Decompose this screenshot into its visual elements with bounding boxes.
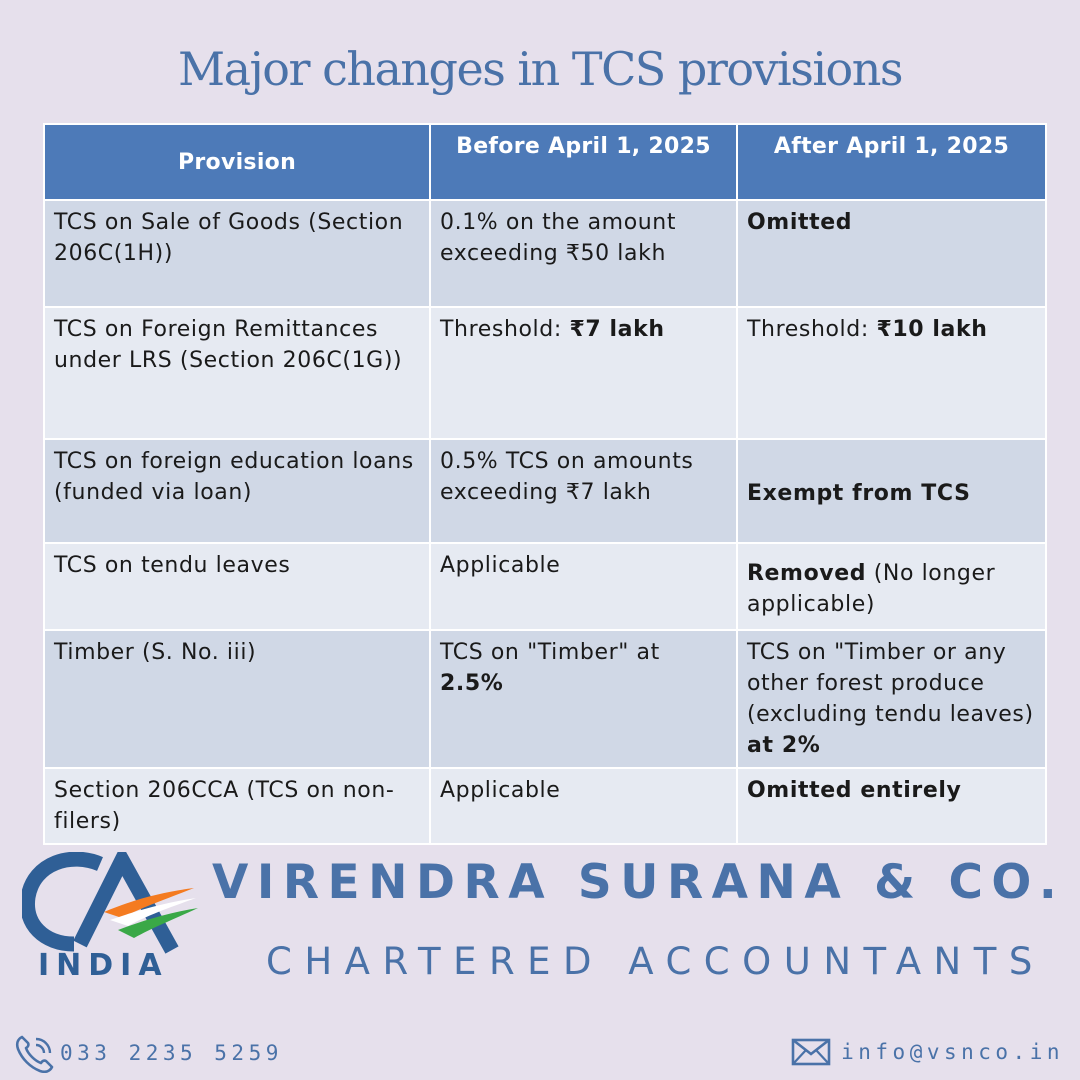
header-after: After April 1, 2025 bbox=[737, 124, 1046, 200]
after-cell bbox=[737, 768, 1046, 844]
after-cell bbox=[737, 543, 1046, 630]
after-prefix: Threshold: bbox=[747, 317, 877, 342]
table-row bbox=[44, 768, 1046, 844]
phone-icon bbox=[14, 1033, 56, 1073]
before-prefix: TCS on "Timber" at bbox=[440, 640, 660, 665]
before-cell: Applicable bbox=[430, 543, 737, 630]
table-row bbox=[44, 630, 1046, 768]
before-cell bbox=[430, 307, 737, 439]
provision-cell: TCS on foreign education loans (funded via loan) bbox=[44, 439, 430, 543]
provision-cell: TCS on tendu leaves bbox=[44, 543, 430, 630]
provision-cell: Timber (S. No. iii) bbox=[44, 630, 430, 768]
after-bold: Omitted bbox=[747, 210, 853, 235]
after-cell bbox=[737, 200, 1046, 307]
after-cell bbox=[737, 439, 1046, 543]
logo-caption: INDIA bbox=[38, 948, 169, 983]
after-bold: Exempt from TCS bbox=[747, 481, 971, 506]
tcs-provisions-table bbox=[43, 123, 1047, 845]
after-cell bbox=[737, 307, 1046, 439]
provision-cell: Section 206CCA (TCS on non-filers) bbox=[44, 768, 430, 844]
header-provision: Provision bbox=[44, 124, 430, 200]
after-bold: ₹10 lakh bbox=[876, 317, 988, 342]
before-cell: Applicable bbox=[430, 768, 737, 844]
firm-subtitle: CHARTERED ACCOUNTANTS bbox=[266, 940, 1045, 983]
table-row bbox=[44, 439, 1046, 543]
provision-cell: TCS on Foreign Remittances under LRS (Section 206C(1G)) bbox=[44, 307, 430, 439]
before-cell: 0.1% on the amount exceeding ₹50 lakh bbox=[430, 200, 737, 307]
before-prefix: Threshold: bbox=[440, 317, 570, 342]
table-header-row bbox=[44, 124, 1046, 200]
table-row bbox=[44, 200, 1046, 307]
after-cell bbox=[737, 630, 1046, 768]
after-bold: Removed bbox=[747, 561, 867, 586]
firm-name: VIRENDRA SURANA & CO. bbox=[212, 855, 1066, 910]
header-before: Before April 1, 2025 bbox=[430, 124, 737, 200]
before-bold: 2.5% bbox=[440, 671, 504, 696]
after-bold: Omitted entirely bbox=[747, 778, 962, 803]
phone-number[interactable]: 033 2235 5259 bbox=[60, 1041, 283, 1065]
envelope-icon bbox=[791, 1038, 831, 1066]
after-bold: at 2% bbox=[747, 733, 821, 758]
page-title: Major changes in TCS provisions bbox=[178, 42, 902, 96]
phone-contact bbox=[14, 1033, 283, 1073]
table-row bbox=[44, 307, 1046, 439]
after-rest: (No longer applicable) bbox=[747, 561, 996, 617]
table-row bbox=[44, 543, 1046, 630]
email-address[interactable]: info@vsnco.in bbox=[841, 1040, 1064, 1064]
email-contact bbox=[791, 1038, 1064, 1066]
after-prefix: TCS on "Timber or any other forest produce (excluding tendu leaves) bbox=[747, 640, 1034, 727]
before-bold: ₹7 lakh bbox=[569, 317, 665, 342]
before-cell bbox=[430, 630, 737, 768]
before-cell: 0.5% TCS on amounts exceeding ₹7 lakh bbox=[430, 439, 737, 543]
provision-cell: TCS on Sale of Goods (Section 206C(1H)) bbox=[44, 200, 430, 307]
